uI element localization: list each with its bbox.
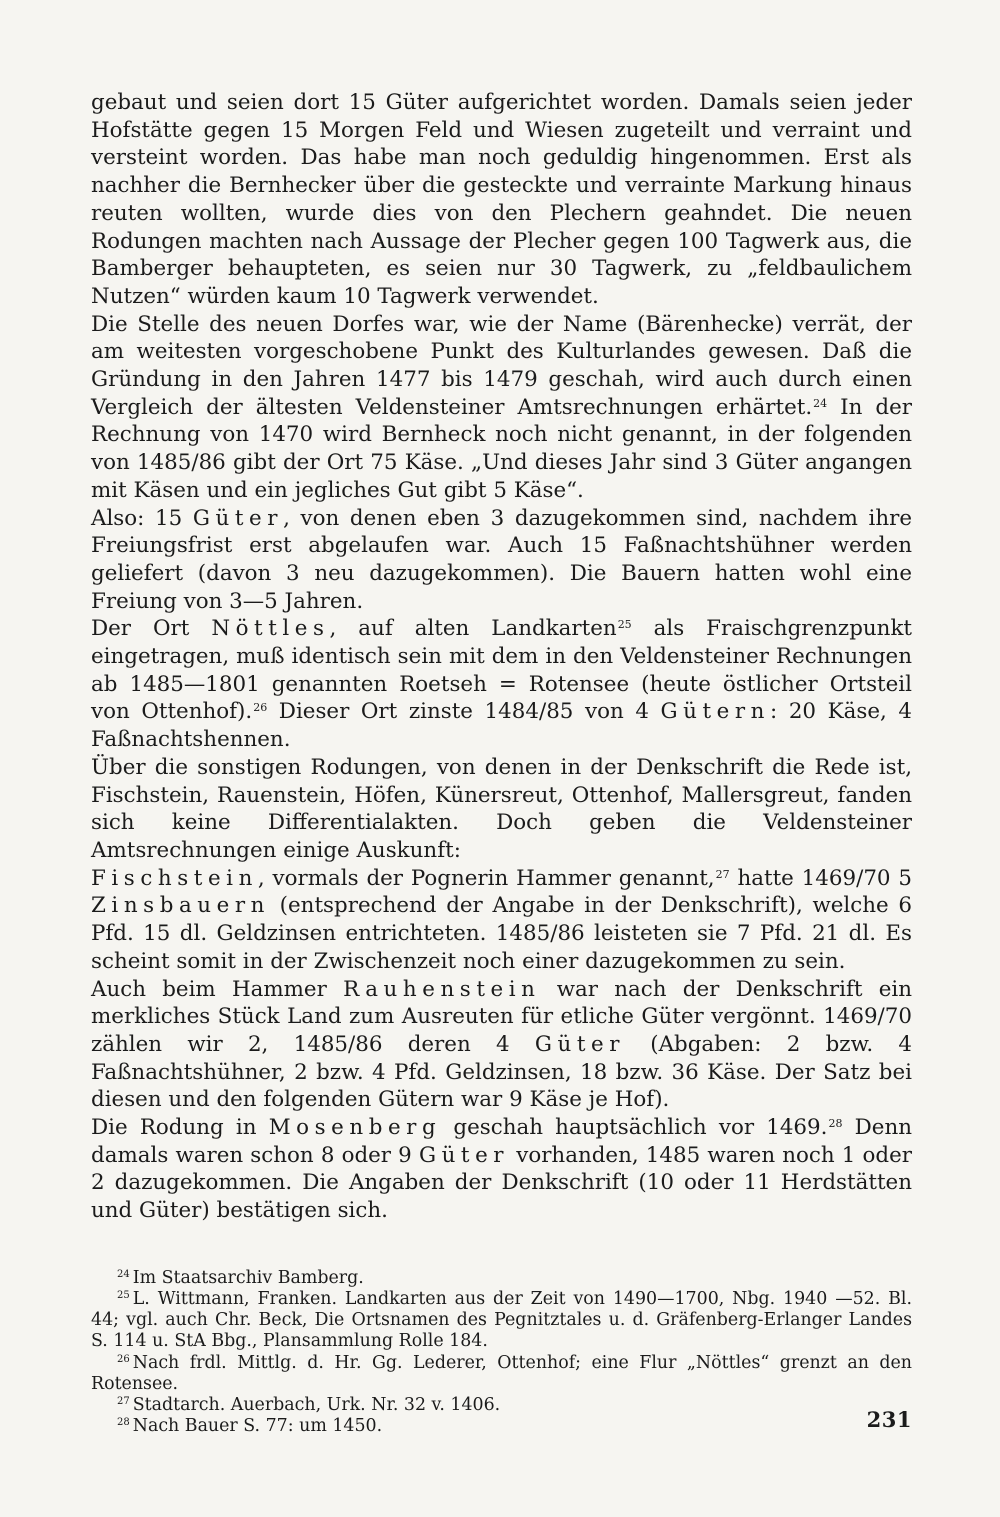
paragraph-4-text-b: , auf alten Landkarten — [329, 616, 617, 642]
paragraph-4-text-a: Der Ort — [91, 616, 212, 642]
paragraph-8-text-a: Die Rodung in — [91, 1115, 269, 1141]
footnote-number: 28 — [117, 1417, 130, 1429]
book-page — [91, 89, 912, 1437]
spaced-word-gueter-3: Güter — [418, 1142, 510, 1168]
paragraph-6 — [91, 865, 912, 976]
footnote-ref-25: 25 — [617, 618, 632, 632]
footnote-24 — [91, 1268, 912, 1289]
footnote-28 — [91, 1416, 912, 1437]
paragraph-4 — [91, 615, 912, 754]
paragraph-7-text-b: war nach der Denkschrift ein merkliches Stück Land zum Ausreuten für etliche Güter vergönnt. 1469/70 zählen wir 2, 1485/86 deren 4 — [91, 976, 912, 1057]
paragraph-7-text-c: (Abgaben: 2 bzw. 4 Faßnachtshühner, 2 bzw. 4 Pfd. Geldzinsen, 18 bzw. 36 Käse. Der Satz bei diesen und den folgenden Gütern war 9 Käse je Hof). — [91, 1031, 912, 1113]
footnote-text: L. Wittmann, Franken. Landkarten aus der Zeit von 1490—1700, Nbg. 1940 —52. Bl. 44; vgl. auch Chr. Beck, Die Ortsnamen des Pegnitztales u. d. Gräfenberg-Erlanger Landes S. 114 u. StA Bbg., Plansammlung Rolle 184. — [91, 1289, 912, 1352]
paragraph-1 — [91, 89, 912, 311]
footnote-ref-26: 26 — [253, 701, 268, 715]
paragraph-4-text-e: : 20 Käse, 4 Faßnachtshennen. — [91, 699, 912, 753]
spaced-word-noettles: Nöttles — [211, 616, 330, 642]
footnote-number: 25 — [117, 1290, 130, 1302]
main-text — [91, 89, 912, 1225]
paragraph-8-text-b: geschah hauptsächlich vor 1469. — [441, 1115, 828, 1141]
spaced-word-rauhenstein: Rauhenstein — [343, 976, 541, 1002]
footnote-number: 26 — [117, 1353, 130, 1365]
paragraph-6-text-c: (entsprechend der Angabe in der Denkschrift), welche 6 Pfd. 15 dl. Geldzinsen entrichteten. 1485/86 leisteten sie 7 Pfd. 21 dl. Es scheint somit in der Zwischenzeit noch einer dazugekommen zu sein. — [91, 893, 912, 974]
paragraph-5-text: Über die sonstigen Rodungen, von denen in der Denkschrift die Rede ist, Fischstein, Rauenstein, Höfen, Künersreut, Ottenhof, Mallersgreut, fanden sich keine Differentialakten. Doch geben die Veldensteiner Amtsrechnungen einige Auskunft: — [91, 754, 912, 863]
paragraph-7 — [91, 976, 912, 1115]
page-number: 231 — [866, 1407, 912, 1432]
spaced-word-fischstein: Fischstein — [91, 865, 258, 891]
paragraph-3 — [91, 505, 912, 616]
paragraph-6-text-b: hatte 1469/70 5 — [729, 865, 912, 891]
footnote-text: Stadtarch. Auerbach, Urk. Nr. 32 v. 1406. — [132, 1395, 501, 1416]
footnote-27 — [91, 1395, 912, 1416]
footnote-text: Nach Bauer S. 77: um 1450. — [132, 1416, 383, 1437]
footnote-number: 24 — [117, 1268, 130, 1280]
paragraph-7-text-a: Auch beim Hammer — [91, 976, 344, 1002]
footnote-text: Nach frdl. Mittlg. d. Hr. Gg. Lederer, Ottenhof; eine Flur „Nöttles“ grenzt an den Rotensee. — [91, 1352, 912, 1394]
spaced-word-gueter: Güter — [192, 505, 284, 531]
paragraph-2-text-b: In der Rechnung von 1470 wird Bernheck noch nicht genannt, in der folgenden von 1485/86 gibt der Ort 75 Käse. „Und dieses Jahr sind 3 Güter angangen mit Käsen und ein jegliches Gut gibt 5 Käse“. — [91, 394, 912, 503]
paragraph-6-text-a: , vormals der Pognerin Hammer genannt, — [257, 865, 715, 891]
footnote-25 — [91, 1289, 912, 1353]
footnote-ref-28: 28 — [828, 1117, 843, 1131]
paragraph-4-text-d: Dieser Ort zinste 1484/85 von 4 — [267, 699, 661, 725]
paragraph-8 — [91, 1114, 912, 1225]
paragraph-2-text-a: Die Stelle des neuen Dorfes war, wie der Name (Bärenhecke) verrät, der am weitesten vorgeschobene Punkt des Kulturlandes gewesen. Daß die Gründung in den Jahren 1477 bis 1479 geschah, wird auch durch einen Vergleich der ältesten Veldensteiner Amtsrechnungen erhärtet. — [91, 311, 912, 420]
footnote-ref-27: 27 — [715, 867, 730, 881]
spaced-word-mosenberg: Mosenberg — [268, 1115, 442, 1141]
footnote-ref-24: 24 — [813, 396, 828, 410]
footnote-26 — [91, 1353, 912, 1395]
paragraph-5 — [91, 754, 912, 865]
spaced-word-guetern: Gütern — [660, 699, 771, 725]
paragraph-8-text-c: Denn damals waren schon 8 oder 9 — [91, 1115, 912, 1168]
footnote-text: Im Staatsarchiv Bamberg. — [132, 1267, 364, 1288]
footnotes-section — [91, 1268, 912, 1438]
paragraph-3-text-a: Also: 15 — [91, 505, 193, 531]
paragraph-1-text: gebaut und seien dort 15 Güter aufgerichtet worden. Damals seien jeder Hofstätte gegen 15 Morgen Feld und Wiesen zugeteilt und verraint und versteint worden. Das habe man noch geduldig hingenommen. Erst als nachher die Bernhecker über die gesteckte und verrainte Markung hinaus reuten wollten, wurde dies von den Plechern geahndet. Die neuen Rodungen machten nach Aussage der Plecher gegen 100 Tagwerk aus, die Bamberger behaupteten, es seien nur 30 Tagwerk, zu „feldbaulichem Nutzen“ würden kaum 10 Tagwerk verwendet. — [91, 90, 912, 309]
footnote-number: 27 — [117, 1396, 130, 1408]
paragraph-2 — [91, 311, 912, 505]
spaced-word-zinsbauern: Zinsbauern — [91, 893, 270, 919]
spaced-word-gueter-2: Güter — [534, 1031, 625, 1057]
paragraph-4-text-c: als Fraischgrenzpunkt eingetragen, muß identisch sein mit dem in den Veldensteiner Rechnungen ab 1485—1801 genannten Roetseh = Rotensee (heute östlicher Ortsteil von Ottenhof). — [91, 616, 912, 725]
paragraph-8-text-d: vorhanden, 1485 waren noch 1 oder 2 dazugekommen. Die Angaben der Denkschrift (10 oder 11 Herdstätten und Güter) bestätigen sich. — [91, 1142, 913, 1224]
paragraph-3-text-b: , von denen eben 3 dazugekommen sind, nachdem ihre Freiungsfrist erst abgelaufen war. Auch 15 Faßnachtshühner werden geliefert (davon 3 neu dazugekommen). Die Bauern hatten wohl eine Freiung von 3—5 Jahren. — [91, 505, 913, 614]
